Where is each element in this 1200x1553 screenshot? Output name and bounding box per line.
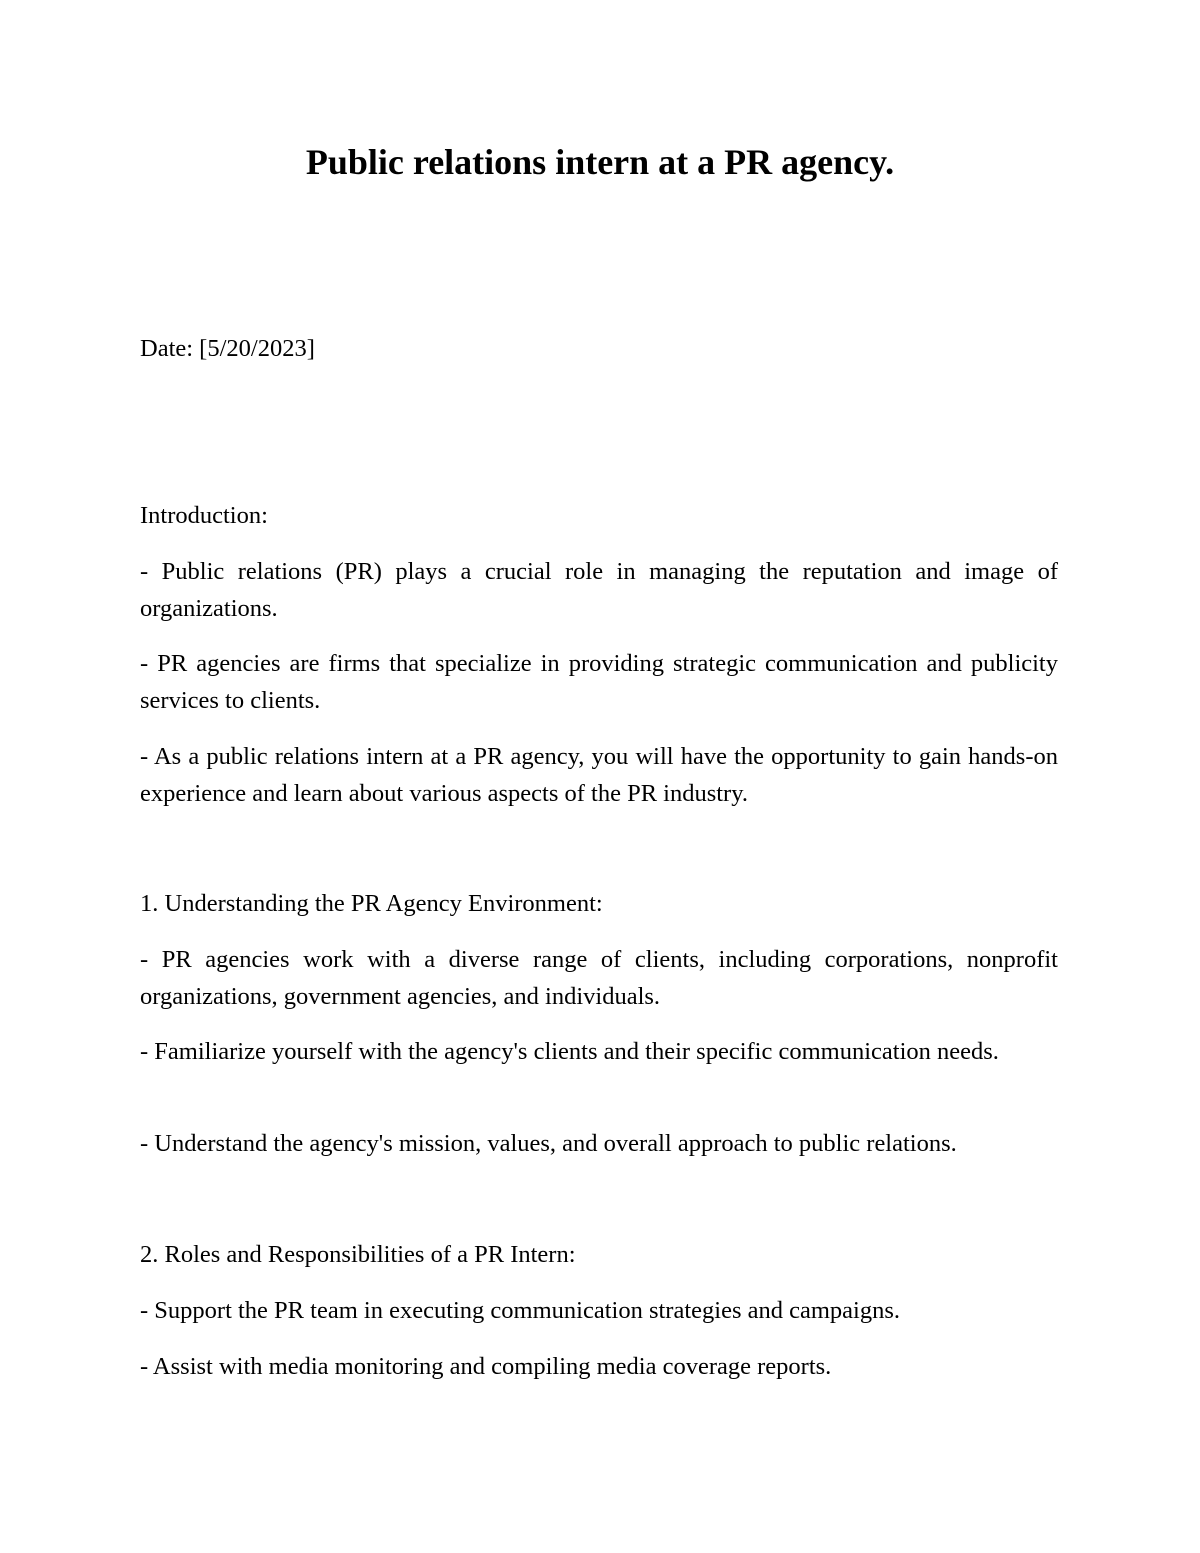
- section-2-bullet-1: - Support the PR team in executing communication strategies and campaigns.: [140, 1297, 901, 1324]
- section-2-bullet-2: - Assist with media monitoring and compiling media coverage reports.: [140, 1353, 832, 1380]
- document-title: Public relations intern at a PR agency.: [305, 142, 895, 182]
- section-1-bullet-3: - Understand the agency's mission, values, and overall approach to public relations.: [140, 1130, 957, 1157]
- introduction-heading: Introduction:: [140, 502, 268, 529]
- date-line: Date: [5/20/2023]: [140, 335, 315, 362]
- introduction-bullet-3: - As a public relations intern at a PR agency, you will have the opportunity to gain hands-on experience and learn about various aspects of the PR industry.: [140, 743, 1058, 807]
- section-1-bullet-1: - PR agencies work with a diverse range of clients, including corporations, nonprofit organizations, government agencies, and individuals.: [140, 946, 1058, 1010]
- section-2-heading: 2. Roles and Responsibilities of a PR Intern:: [140, 1241, 576, 1268]
- section-1-heading: 1. Understanding the PR Agency Environment:: [140, 890, 603, 917]
- section-1-bullet-2: - Familiarize yourself with the agency's clients and their specific communication needs.: [140, 1038, 999, 1065]
- introduction-bullet-1: - Public relations (PR) plays a crucial role in managing the reputation and image of organizations.: [140, 558, 1058, 622]
- introduction-bullet-2: - PR agencies are firms that specialize in providing strategic communication and publicity services to clients.: [140, 650, 1058, 714]
